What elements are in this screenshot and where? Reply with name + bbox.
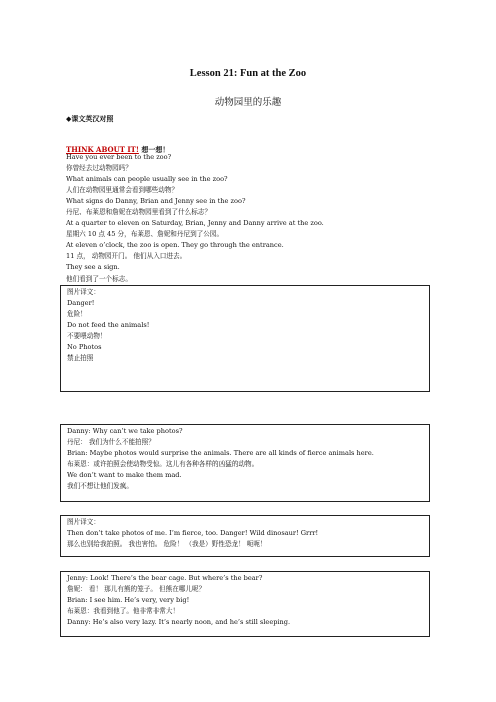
text-line: At eleven o’clock, the zoo is open. They go through the entrance. xyxy=(66,241,284,250)
think-zh: 想一想！ xyxy=(138,145,170,154)
section-heading: ◆课文英汉对照 xyxy=(66,114,114,123)
text-line: Then don’t take photos of me. I’m fierce, too. Danger! Wild dinosaur! Grrr! xyxy=(67,529,319,538)
text-line: At a quarter to eleven on Saturday, Brian, Jenny and Danny arrive at the zoo. xyxy=(66,219,324,228)
text-line: 他们看到了一个标志。 xyxy=(66,274,132,283)
text-line: Brian: Maybe photos would surprise the animals. There are all kinds of fierce animals here. xyxy=(67,449,374,458)
lesson-title: Lesson 21: Fun at the Zoo xyxy=(189,68,307,79)
text-line: What signs do Danny, Brian and Jenny see in the zoo? xyxy=(66,197,246,206)
text-line: 危险！ xyxy=(67,310,87,319)
text-line: 布莱恩：我看到他了。他非常非常大！ xyxy=(67,607,180,616)
text-line: What animals can people usually see in the zoo? xyxy=(66,175,228,184)
text-line: 布莱恩：或许拍照会使动物受惊。这儿有各种各样的凶猛的动物。 xyxy=(67,460,259,469)
text-line: 那么也别给我拍照。 我也害怕。 危险！ （我是）野性恐龙！ 呃呃！ xyxy=(67,540,267,549)
text-line: 图片译文： xyxy=(67,518,100,526)
text-line: Brian: I see him. He’s very, very big! xyxy=(67,596,190,605)
text-line: 你曾经去过动物园吗？ xyxy=(66,164,132,173)
sign-translation-box xyxy=(60,285,430,392)
text-line: 詹妮： 看！ 那儿有熊的笼子。 但熊在哪儿呢？ xyxy=(67,585,206,594)
text-line: 丹尼： 我们为什么不能拍照？ xyxy=(67,438,155,447)
text-line: They see a sign. xyxy=(66,263,120,272)
text-line: 不要喂动物！ xyxy=(67,332,107,341)
text-line: 丹尼、布莱恩和詹妮在动物园里看到了什么标志？ xyxy=(66,208,212,217)
text-line: Danger! xyxy=(67,299,95,308)
dinosaur-translation-box xyxy=(60,515,430,557)
text-line: We don’t want to make them mad. xyxy=(67,471,182,480)
think-en: THINK ABOUT IT! xyxy=(66,145,139,154)
text-line: 11 点， 动物园开门。 他们从入口进去。 xyxy=(66,252,187,261)
text-line: Jenny: Look! There’s the bear cage. But where’s the bear? xyxy=(67,574,263,582)
text-line: No Photos xyxy=(67,343,102,352)
dialogue-box-photos xyxy=(60,424,430,502)
text-line: 禁止拍照 xyxy=(67,354,94,363)
text-line: Do not feed the animals! xyxy=(67,321,150,330)
dialogue-box-bear xyxy=(60,571,430,637)
intro-text xyxy=(66,152,436,285)
text-line: 图片译文： xyxy=(67,288,100,296)
text-line: 人们在动物园里通常会看到哪些动物？ xyxy=(66,186,179,195)
text-line: 星期六 10 点 45 分，布莱恩、詹妮和丹尼到了公园。 xyxy=(66,230,224,239)
lesson-subtitle: 动物园里的乐趣 xyxy=(214,97,282,108)
text-line: Danny: Why can’t we take photos? xyxy=(67,427,183,435)
text-line: Have you ever been to the zoo? xyxy=(66,153,172,161)
text-line: Danny: He’s also very lazy. It’s nearly noon, and he’s still sleeping. xyxy=(67,618,291,627)
text-line: 我们不想让他们发疯。 xyxy=(67,482,133,491)
